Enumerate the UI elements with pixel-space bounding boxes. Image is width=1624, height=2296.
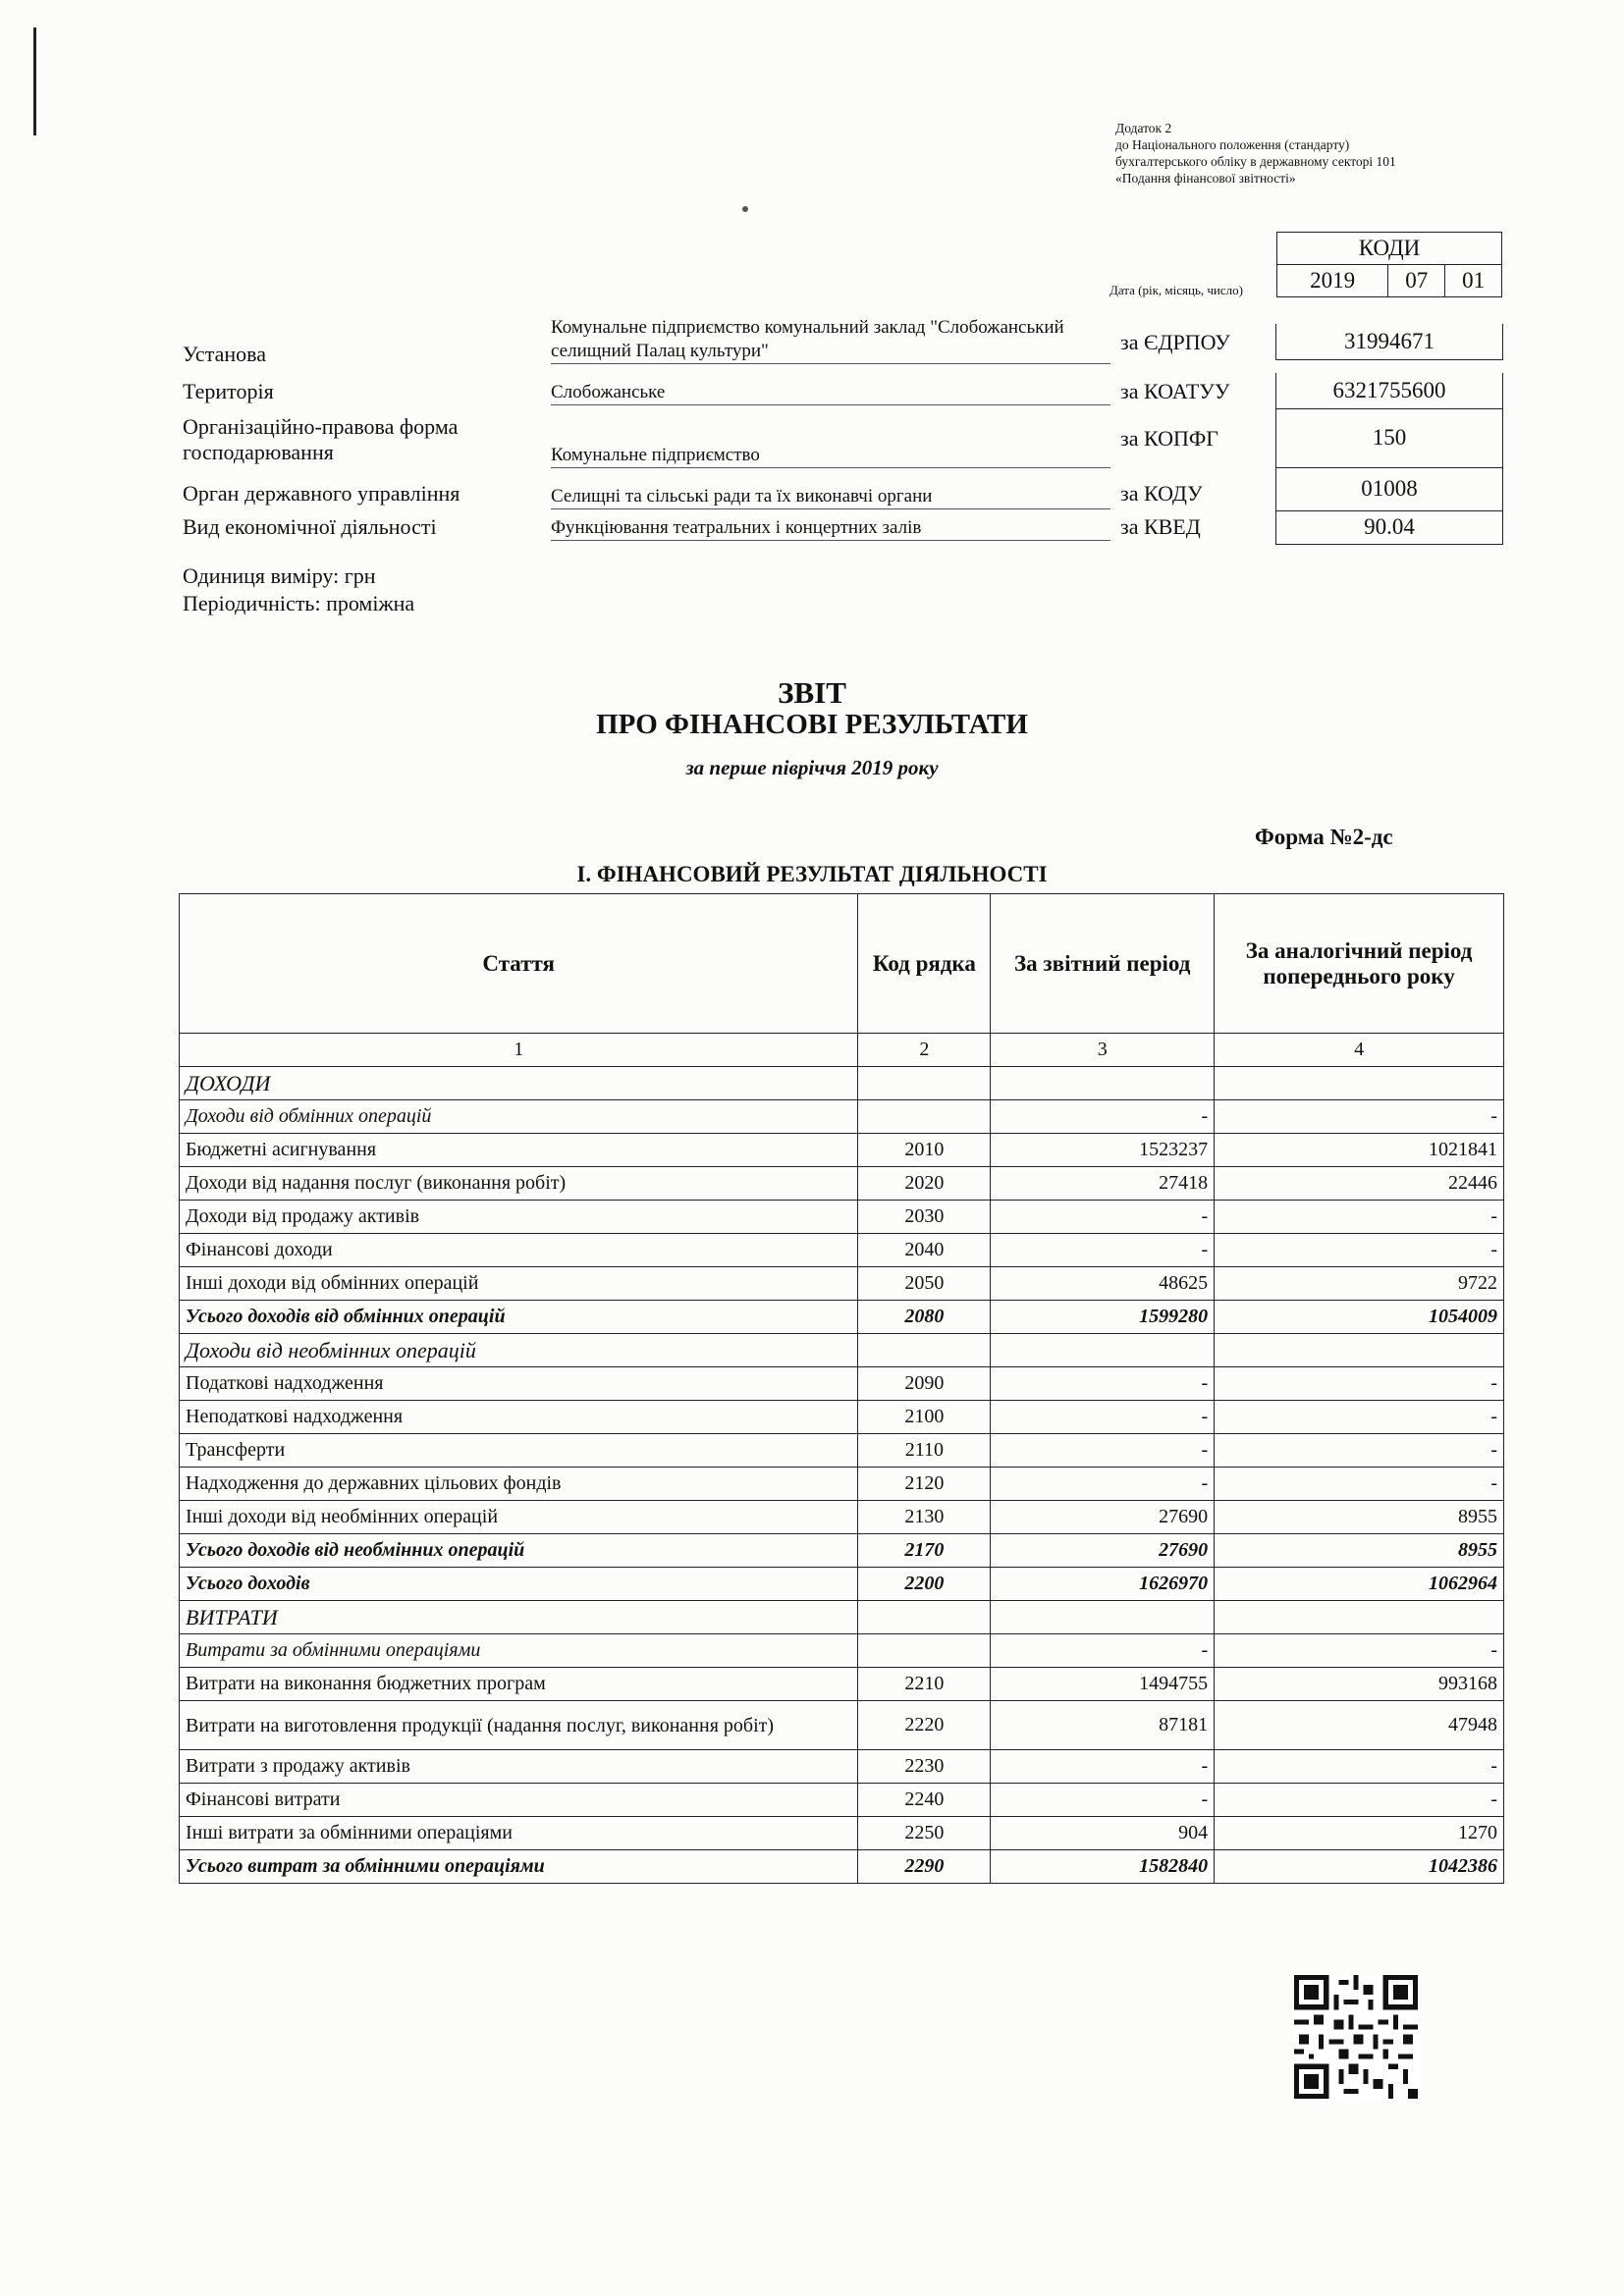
report-period: за перше півріччя 2019 року [685, 756, 939, 779]
row-code: 2050 [858, 1267, 991, 1301]
activity-label: Вид економічної діяльності [183, 514, 437, 539]
scan-mark [33, 27, 36, 135]
row-label: Фінансові доходи [180, 1234, 858, 1267]
row-previous-value: - [1215, 1750, 1504, 1784]
header-previous: За аналогічний період попереднього року [1215, 894, 1504, 1034]
row-code: 2220 [858, 1701, 991, 1750]
row-previous-value: - [1215, 1201, 1504, 1234]
row-previous-value: 9722 [1215, 1267, 1504, 1301]
row-label: Фінансові витрати [180, 1784, 858, 1817]
annex-note [1115, 120, 1528, 187]
date-year: 2019 [1277, 265, 1388, 297]
table-row [180, 1401, 1504, 1434]
col-number: 1 [180, 1034, 858, 1067]
annex-line: «Подання фінансової звітності» [1115, 171, 1296, 186]
financial-results-table [179, 893, 1504, 1884]
row-label: Усього доходів від обмінних операцій [180, 1301, 858, 1334]
row-code: 2240 [858, 1784, 991, 1817]
row-current-value: - [991, 1201, 1215, 1234]
row-current-value [991, 1601, 1215, 1634]
row-label: ДОХОДИ [180, 1067, 858, 1100]
edrpou-label: за ЄДРПОУ [1120, 330, 1230, 354]
row-current-value: - [991, 1434, 1215, 1468]
institution-label: Установа [183, 342, 266, 366]
codes-header: КОДИ [1277, 233, 1502, 265]
row-previous-value: 1042386 [1215, 1850, 1504, 1884]
row-code: 2080 [858, 1301, 991, 1334]
date-label: Дата (рік, місяць, число) [1110, 283, 1243, 297]
kopfg-code: 150 [1275, 408, 1503, 468]
row-label: Доходи від обмінних операцій [180, 1100, 858, 1134]
col-number: 2 [858, 1034, 991, 1067]
table-row [180, 1367, 1504, 1401]
row-previous-value: - [1215, 1100, 1504, 1134]
table-row [180, 1817, 1504, 1850]
unit-of-measure: Одиниця виміру: грн [183, 563, 376, 588]
annex-line: Додаток 2 [1115, 121, 1172, 135]
row-previous-value: - [1215, 1434, 1504, 1468]
row-previous-value: 8955 [1215, 1501, 1504, 1534]
table-row [180, 1850, 1504, 1884]
header-code: Код рядка [858, 894, 991, 1034]
edrpou-code: 31994671 [1275, 324, 1503, 360]
row-label: Надходження до державних цільових фондів [180, 1468, 858, 1501]
table-row [180, 1267, 1504, 1301]
row-code: 2090 [858, 1367, 991, 1401]
row-code [858, 1634, 991, 1668]
row-current-value: 904 [991, 1817, 1215, 1850]
row-previous-value: 47948 [1215, 1701, 1504, 1750]
org-row-legal-form [183, 408, 1504, 467]
table-row [180, 1334, 1504, 1367]
row-previous-value: 1054009 [1215, 1301, 1504, 1334]
table-row [180, 1301, 1504, 1334]
row-code: 2130 [858, 1501, 991, 1534]
row-previous-value: - [1215, 1634, 1504, 1668]
row-previous-value: - [1215, 1401, 1504, 1434]
header-current: За звітний період [991, 894, 1215, 1034]
row-current-value: 87181 [991, 1701, 1215, 1750]
row-previous-value [1215, 1601, 1504, 1634]
qr-code-icon [1294, 1975, 1418, 2099]
row-current-value: - [991, 1367, 1215, 1401]
row-previous-value: 1270 [1215, 1817, 1504, 1850]
row-previous-value: 22446 [1215, 1167, 1504, 1201]
org-row-institution [183, 312, 1504, 371]
row-code: 2230 [858, 1750, 991, 1784]
activity-value: Функціювання театральних і концертних залів [551, 516, 1110, 541]
row-code [858, 1601, 991, 1634]
row-code: 2010 [858, 1134, 991, 1167]
row-code: 2030 [858, 1201, 991, 1234]
legal-form-value: Комунальне підприємство [551, 444, 1110, 468]
report-title: ЗВІТ [778, 675, 846, 710]
row-code [858, 1334, 991, 1367]
row-label: Витрати за обмінними операціями [180, 1634, 858, 1668]
row-current-value: 1523237 [991, 1134, 1215, 1167]
koatuu-label: за КОАТУУ [1120, 379, 1230, 403]
row-previous-value: 993168 [1215, 1668, 1504, 1701]
table-row [180, 1701, 1504, 1750]
row-code: 2250 [858, 1817, 991, 1850]
row-label: Інші доходи від необмінних операцій [180, 1501, 858, 1534]
row-label: Усього доходів [180, 1568, 858, 1601]
row-previous-value: - [1215, 1468, 1504, 1501]
row-label: Усього доходів від необмінних операцій [180, 1534, 858, 1568]
row-code [858, 1067, 991, 1100]
table-row [180, 1668, 1504, 1701]
form-number: Форма №2-дс [1255, 825, 1393, 849]
row-previous-value: 1021841 [1215, 1134, 1504, 1167]
table-row [180, 1468, 1504, 1501]
codes-table [1276, 232, 1502, 297]
table-row [180, 1100, 1504, 1134]
row-code: 2110 [858, 1434, 991, 1468]
row-current-value: - [991, 1100, 1215, 1134]
section-title: І. ФІНАНСОВИЙ РЕЗУЛЬТАТ ДІЯЛЬНОСТІ [576, 862, 1048, 886]
row-previous-value [1215, 1067, 1504, 1100]
date-day: 01 [1445, 265, 1502, 297]
table-row [180, 1501, 1504, 1534]
org-row-authority [183, 476, 1504, 510]
row-previous-value [1215, 1334, 1504, 1367]
table-row [180, 1784, 1504, 1817]
row-code: 2020 [858, 1167, 991, 1201]
table-row [180, 1434, 1504, 1468]
report-subtitle: ПРО ФІНАНСОВІ РЕЗУЛЬТАТИ [596, 709, 1028, 740]
table-row [180, 1568, 1504, 1601]
row-label: Витрати на виготовлення продукції (надання послуг, виконання робіт) [180, 1701, 858, 1750]
row-current-value [991, 1067, 1215, 1100]
row-label: Доходи від надання послуг (виконання робіт) [180, 1167, 858, 1201]
territory-value: Слобожанське [551, 381, 1110, 405]
table-row [180, 1067, 1504, 1100]
row-code: 2210 [858, 1668, 991, 1701]
table-row [180, 1750, 1504, 1784]
table-row [180, 1601, 1504, 1634]
table-row [180, 1167, 1504, 1201]
row-current-value: - [991, 1401, 1215, 1434]
table-row [180, 1134, 1504, 1167]
row-code [858, 1100, 991, 1134]
row-label: Витрати з продажу активів [180, 1750, 858, 1784]
row-current-value: 1626970 [991, 1568, 1215, 1601]
col-number: 4 [1215, 1034, 1504, 1067]
row-current-value: - [991, 1468, 1215, 1501]
territory-label: Територія [183, 379, 274, 403]
row-current-value: 27690 [991, 1534, 1215, 1568]
row-previous-value: 8955 [1215, 1534, 1504, 1568]
row-label: Бюджетні асигнування [180, 1134, 858, 1167]
authority-label: Орган державного управління [183, 481, 460, 506]
scan-dot [742, 206, 748, 212]
row-label: Доходи від необмінних операцій [180, 1334, 858, 1367]
kved-label: за КВЕД [1120, 514, 1201, 539]
row-current-value: - [991, 1234, 1215, 1267]
table-row [180, 1201, 1504, 1234]
col-number: 3 [991, 1034, 1215, 1067]
table-row [180, 1534, 1504, 1568]
row-current-value: 1494755 [991, 1668, 1215, 1701]
row-label: Трансферти [180, 1434, 858, 1468]
koatuu-code: 6321755600 [1275, 373, 1503, 409]
row-current-value: - [991, 1634, 1215, 1668]
row-code: 2120 [858, 1468, 991, 1501]
table-row [180, 1234, 1504, 1267]
org-row-territory [183, 373, 1504, 408]
header-article: Стаття [180, 894, 858, 1034]
kodu-label: за КОДУ [1120, 481, 1203, 506]
row-current-value: 1599280 [991, 1301, 1215, 1334]
row-current-value: 48625 [991, 1267, 1215, 1301]
periodicity: Періодичність: проміжна [183, 591, 415, 615]
date-month: 07 [1388, 265, 1445, 297]
table-row [180, 1634, 1504, 1668]
annex-line: до Національного положення (стандарту) [1115, 137, 1350, 152]
row-label: Неподаткові надходження [180, 1401, 858, 1434]
annex-line: бухгалтерського обліку в державному секторі 101 [1115, 154, 1396, 169]
kved-code: 90.04 [1275, 510, 1503, 545]
row-code: 2170 [858, 1534, 991, 1568]
row-current-value: 27418 [991, 1167, 1215, 1201]
row-code: 2200 [858, 1568, 991, 1601]
row-label: Інші доходи від обмінних операцій [180, 1267, 858, 1301]
row-previous-value: - [1215, 1784, 1504, 1817]
row-label: Інші витрати за обмінними операціями [180, 1817, 858, 1850]
row-current-value: 27690 [991, 1501, 1215, 1534]
row-current-value: - [991, 1784, 1215, 1817]
kopfg-label: за КОПФГ [1120, 426, 1218, 451]
row-code: 2040 [858, 1234, 991, 1267]
legal-form-label: Організаційно-правова форма господарювання [183, 414, 459, 464]
row-current-value: - [991, 1750, 1215, 1784]
row-label: Витрати на виконання бюджетних програм [180, 1668, 858, 1701]
org-row-activity [183, 512, 1504, 544]
row-previous-value: - [1215, 1367, 1504, 1401]
row-code: 2290 [858, 1850, 991, 1884]
row-current-value: 1582840 [991, 1850, 1215, 1884]
row-previous-value: - [1215, 1234, 1504, 1267]
row-current-value [991, 1334, 1215, 1367]
row-code: 2100 [858, 1401, 991, 1434]
kodu-code: 01008 [1275, 467, 1503, 511]
institution-value: Комунальне підприємство комунальний заклад "Слобожанський селищний Палац культури" [551, 316, 1110, 364]
row-label: Податкові надходження [180, 1367, 858, 1401]
row-previous-value: 1062964 [1215, 1568, 1504, 1601]
row-label: Доходи від продажу активів [180, 1201, 858, 1234]
authority-value: Селищні та сільські ради та їх виконавчі органи [551, 485, 1110, 509]
row-label: ВИТРАТИ [180, 1601, 858, 1634]
row-label: Усього витрат за обмінними операціями [180, 1850, 858, 1884]
